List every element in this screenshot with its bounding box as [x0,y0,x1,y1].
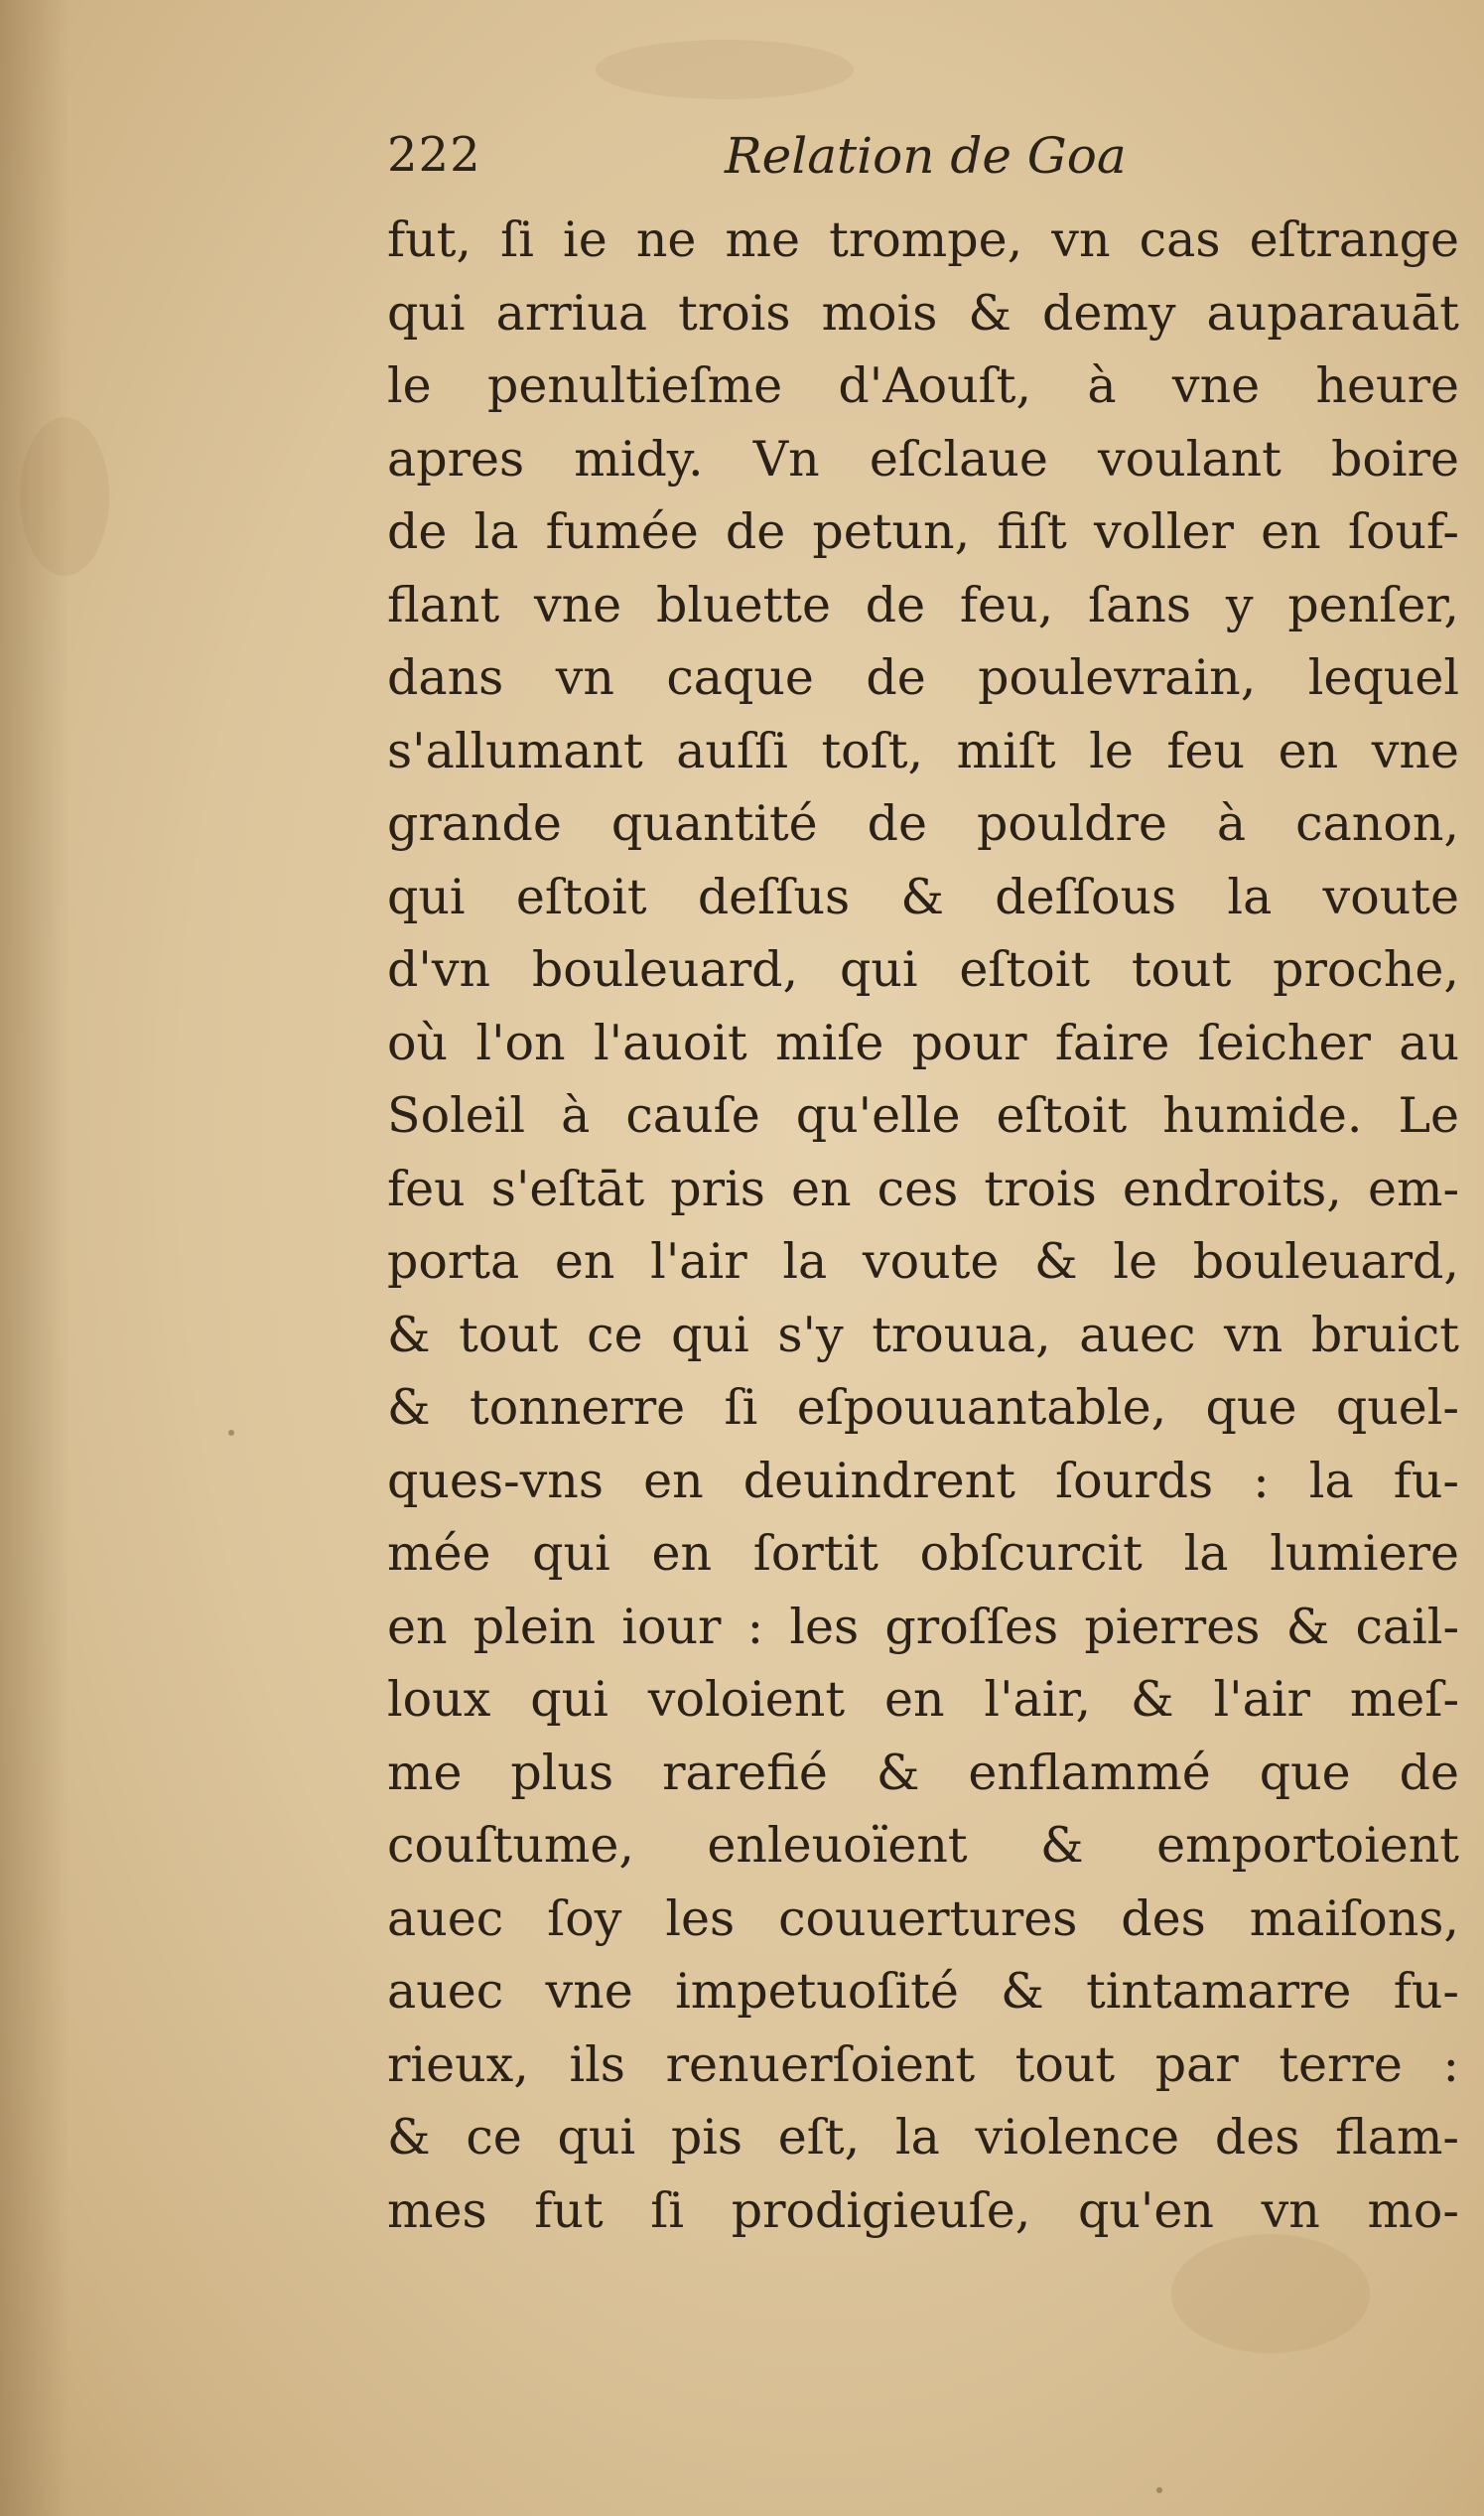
ink-speck [228,1430,234,1436]
binding-gutter [0,0,69,2516]
text-line: le penultieſme d'Aouſt, à vne heure [387,357,1459,414]
text-line: ques-vns en deuindrent ſourds : la fu- [387,1452,1459,1509]
text-line: grande quantité de pouldre à canon, [387,795,1459,852]
text-line: mes fut ſi prodigieuſe, qu'en vn mo- [387,2181,1459,2239]
text-line: mée qui en ſortit obſcurcit la lumiere [387,1525,1459,1582]
text-line: feu s'eſtāt pris en ces trois endroits, em- [387,1160,1459,1217]
body-text [387,204,1459,2247]
text-line: couſtume, enleuoïent & emportoient [387,1817,1459,1874]
text-line: en plein iour : les groſſes pierres & cail- [387,1598,1459,1655]
ink-speck [1156,2487,1162,2493]
text-line: & ce qui pis eſt, la violence des flam- [387,2109,1459,2166]
text-line: porta en l'air la voute & le bouleuard, [387,1233,1459,1290]
paper-stain [596,40,854,99]
text-line: où l'on l'auoit miſe pour faire ſeicher au [387,1014,1459,1071]
text-line: rieux, ils renuerſoient tout par terre : [387,2035,1459,2093]
text-line: loux qui voloient en l'air, & l'air meſ- [387,1671,1459,1728]
text-line: Soleil à cauſe qu'elle eſtoit humide. Le [387,1087,1459,1144]
text-line: dans vn caque de poulevrain, lequel [387,649,1459,706]
text-line: s'allumant auſſi toſt, miſt le feu en vne [387,722,1459,779]
text-line: & tonnerre ſi eſpouuantable, que quel- [387,1379,1459,1436]
paper-stain [20,417,109,576]
text-line: qui eſtoit deſſus & deſſous la voute [387,868,1459,925]
text-line: qui arriua trois mois & demy auparauāt [387,284,1459,342]
paper-stain [1171,2234,1370,2353]
text-line: & tout ce qui s'y trouua, auec vn bruict [387,1306,1459,1363]
text-line: me plus rarefié & enflammé que de [387,1744,1459,1801]
text-line: fut, ſi ie ne me trompe, vn cas eſtrange [387,211,1459,268]
text-line: apres midy. Vn eſclaue voulant boire [387,430,1459,488]
running-title: Relation de Goa [725,127,1127,185]
text-line: auec vne impetuoſité & tintamarre fu- [387,1963,1459,2020]
text-line: auec ſoy les couuertures des maiſons, [387,1889,1459,1947]
text-line: d'vn bouleuard, qui eſtoit tout proche, [387,941,1459,998]
page-header [387,127,1142,197]
text-line: flant vne bluette de feu, ſans y penſer, [387,576,1459,633]
page-number: 222 [387,127,481,183]
text-line: de la fumée de petun, fiſt voller en ſouf- [387,503,1459,560]
